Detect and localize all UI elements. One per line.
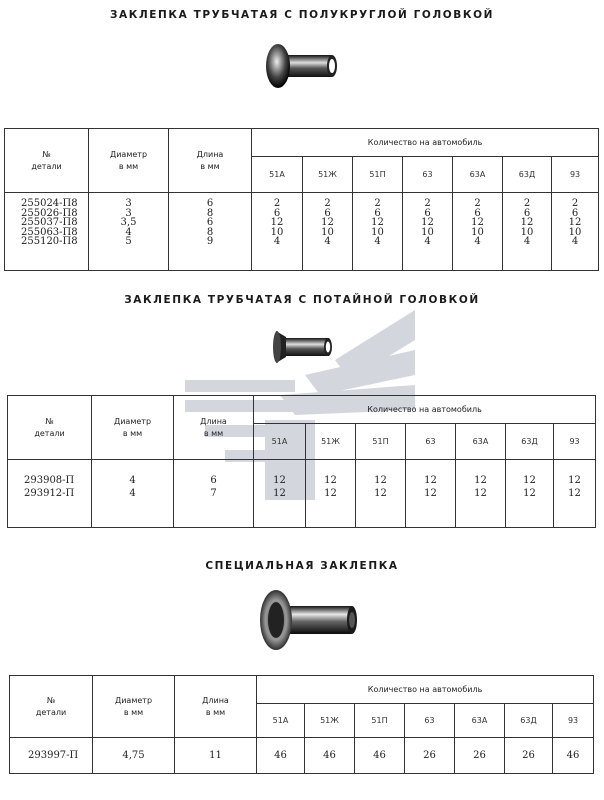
table-cell: 12: [371, 217, 384, 228]
table-cell: 12: [273, 475, 286, 486]
quantity-51zh-column: [306, 460, 356, 528]
section2-title: ЗАКЛЕПКА ТРУБЧАТАЯ С ПОТАЙНОЙ ГОЛОВКОЙ: [124, 294, 480, 306]
model-51zh-header: 51Ж: [306, 424, 356, 460]
model-51a-header: 51А: [254, 424, 306, 460]
length-column: [169, 193, 252, 271]
table-cell: 12: [424, 475, 437, 486]
model-63a-header: 63А: [456, 424, 506, 460]
table-cell: 3: [125, 198, 132, 209]
table-cell: 11: [175, 738, 257, 774]
table-cell: 2: [324, 198, 331, 209]
table-cell: 46: [553, 738, 594, 774]
section3-title: СПЕЦИАЛЬНАЯ ЗАКЛЕПКА: [205, 560, 399, 572]
table-cell: 12: [568, 475, 581, 486]
table-cell: 2: [474, 198, 481, 209]
quantity-93-column: [552, 193, 599, 271]
model-51p-header: 51П: [356, 424, 406, 460]
table-cell: 12: [520, 217, 534, 228]
model-51a-header: 51А: [257, 704, 305, 738]
table-cell: 2: [273, 198, 281, 209]
table-cell: 9: [206, 236, 214, 247]
section1-table: [4, 128, 599, 271]
table-cell: 2: [424, 198, 431, 209]
table-cell: 2: [374, 198, 381, 209]
table-cell: 7: [210, 488, 217, 499]
table-cell: 6: [206, 198, 214, 209]
table-cell: 4: [374, 236, 381, 247]
quantity-51p-column: [353, 193, 403, 271]
table-cell: 12: [523, 488, 536, 499]
table-cell: 6: [210, 475, 217, 486]
table-cell: 10: [421, 226, 434, 238]
table-cell: 4: [571, 236, 579, 247]
part-no-column: [5, 193, 89, 271]
quantity-header: Количество на автомобиль: [252, 129, 599, 157]
part-no-header: № детали: [5, 129, 89, 193]
quantity-63a-column: [456, 460, 506, 528]
rivet-countersunk-head-illustration: [272, 329, 336, 365]
model-63d-header: 63Д: [503, 157, 552, 193]
table-cell: 6: [571, 207, 579, 219]
table-cell: 255063-П8: [21, 226, 78, 238]
diameter-column: [92, 460, 174, 528]
table-cell: 293908-П: [24, 475, 75, 486]
table-cell: 4: [129, 488, 136, 499]
model-93-header: 93: [554, 424, 596, 460]
table-cell: 10: [568, 226, 582, 238]
table-cell: 12: [374, 475, 387, 486]
model-63-header: 63: [403, 157, 453, 193]
table-cell: 255024-П8: [21, 198, 78, 209]
quantity-63d-column: [503, 193, 552, 271]
model-63a-header: 63А: [455, 704, 505, 738]
table-cell: 10: [471, 226, 484, 238]
model-93-header: 93: [552, 157, 599, 193]
table-cell: 6: [523, 207, 531, 219]
table-cell: 10: [270, 226, 284, 238]
table-cell: 3: [125, 207, 132, 219]
length-column: [174, 460, 254, 528]
table-cell: 2: [571, 198, 579, 209]
table-cell: 12: [424, 488, 437, 499]
table-cell: 3,5: [120, 217, 137, 228]
diameter-header: Диаметр в мм: [92, 396, 174, 460]
quantity-63a-column: [453, 193, 503, 271]
table-cell: 6: [206, 217, 214, 228]
model-63-header: 63: [405, 704, 455, 738]
table-cell: 8: [206, 226, 214, 238]
table-cell: 46: [355, 738, 405, 774]
model-63-header: 63: [406, 424, 456, 460]
quantity-51a-column: [252, 193, 303, 271]
table-cell: 4: [324, 236, 331, 247]
table-cell: 12: [421, 217, 434, 228]
model-63a-header: 63А: [453, 157, 503, 193]
table-row: [10, 738, 594, 774]
table-cell: 293912-П: [24, 488, 75, 499]
table-cell: 6: [424, 207, 431, 219]
quantity-63-column: [406, 460, 456, 528]
table-cell: 6: [273, 207, 281, 219]
length-header: Длина в мм: [169, 129, 252, 193]
model-51zh-header: 51Ж: [303, 157, 353, 193]
table-cell: 12: [321, 217, 334, 228]
model-63d-header: 63Д: [506, 424, 554, 460]
length-header: Длина в мм: [174, 396, 254, 460]
table-cell: 255037-П8: [21, 217, 78, 228]
diameter-header: Диаметр в мм: [89, 129, 169, 193]
part-no-header: № детали: [8, 396, 92, 460]
table-cell: 6: [374, 207, 381, 219]
length-header: Длина в мм: [175, 676, 257, 738]
model-51p-header: 51П: [353, 157, 403, 193]
table-cell: 4: [474, 236, 481, 247]
table-cell: 46: [305, 738, 355, 774]
table-cell: 12: [568, 488, 581, 499]
section2-table: [7, 395, 596, 528]
table-cell: 12: [471, 217, 484, 228]
part-no-header: № детали: [10, 676, 93, 738]
table-cell: 5: [125, 236, 132, 247]
table-cell: 4: [125, 226, 132, 238]
table-cell: 12: [324, 475, 337, 486]
section3-table: [9, 675, 594, 774]
rivet-round-head-illustration: [262, 42, 342, 92]
special-rivet-illustration: [254, 588, 358, 652]
table-cell: 4: [523, 236, 531, 247]
table-cell: 12: [270, 217, 284, 228]
quantity-51a-column: [254, 460, 306, 528]
quantity-51p-column: [356, 460, 406, 528]
model-51p-header: 51П: [355, 704, 405, 738]
quantity-63-column: [403, 193, 453, 271]
table-cell: 12: [474, 475, 487, 486]
table-cell: 2: [523, 198, 531, 209]
table-cell: 12: [324, 488, 337, 499]
quantity-header: Количество на автомобиль: [257, 676, 594, 704]
diameter-column: [89, 193, 169, 271]
table-cell: 4: [129, 475, 136, 486]
table-cell: 6: [324, 207, 331, 219]
quantity-63d-column: [506, 460, 554, 528]
table-cell: 26: [505, 738, 553, 774]
table-cell: 8: [206, 207, 214, 219]
table-cell: 26: [455, 738, 505, 774]
model-93-header: 93: [553, 704, 594, 738]
table-cell: 10: [520, 226, 534, 238]
table-cell: 46: [257, 738, 305, 774]
table-cell: 10: [371, 226, 384, 238]
part-no-column: [8, 460, 92, 528]
table-cell: 12: [523, 475, 536, 486]
model-63d-header: 63Д: [505, 704, 553, 738]
table-cell: 4,75: [93, 738, 175, 774]
quantity-header: Количество на автомобиль: [254, 396, 596, 424]
table-cell: 293997-П: [10, 738, 93, 774]
table-cell: 6: [474, 207, 481, 219]
diameter-header: Диаметр в мм: [93, 676, 175, 738]
quantity-51zh-column: [303, 193, 353, 271]
table-cell: 4: [424, 236, 431, 247]
table-cell: 12: [273, 488, 286, 499]
table-cell: 12: [568, 217, 582, 228]
table-cell: 255026-П8: [21, 207, 78, 219]
quantity-93-column: [554, 460, 596, 528]
section1-title: ЗАКЛЕПКА ТРУБЧАТАЯ С ПОЛУКРУГЛОЙ ГОЛОВКОЙ: [109, 9, 495, 21]
table-cell: 10: [321, 226, 334, 238]
table-cell: 255120-П8: [21, 236, 78, 247]
table-cell: 26: [405, 738, 455, 774]
table-cell: 12: [474, 488, 487, 499]
table-cell: 4: [273, 236, 281, 247]
model-51a-header: 51А: [252, 157, 303, 193]
table-cell: 12: [374, 488, 387, 499]
model-51zh-header: 51Ж: [305, 704, 355, 738]
